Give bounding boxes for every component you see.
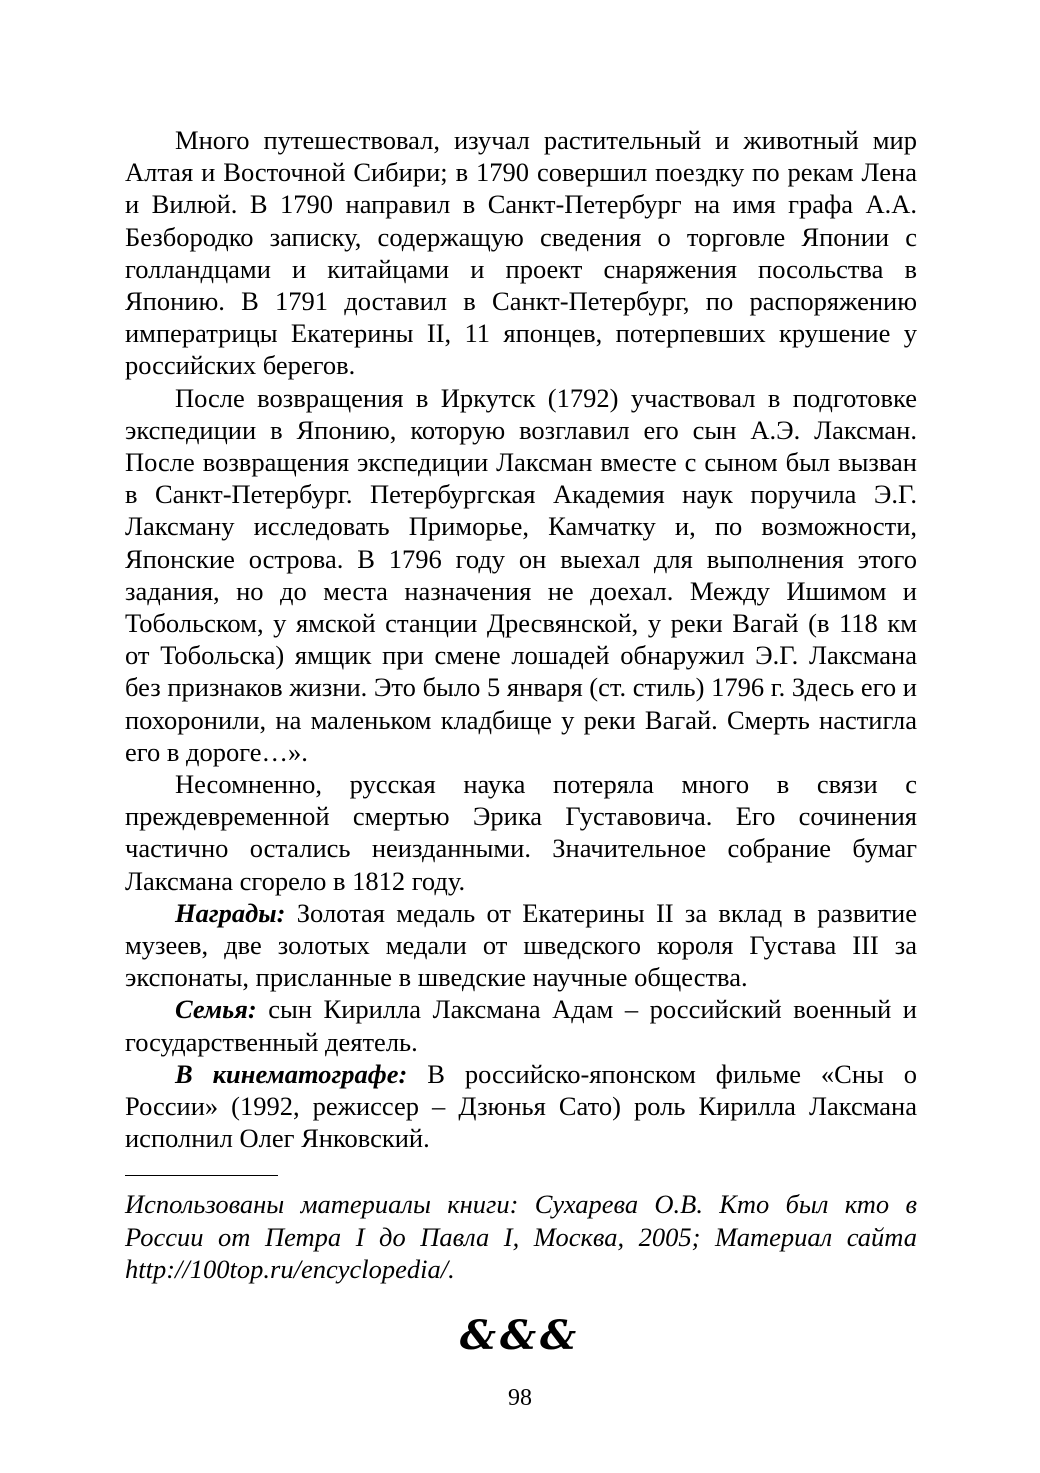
family-lead: Семья:: [175, 994, 257, 1025]
footnote-rule: [125, 1175, 278, 1176]
cinema-lead: В кинематографе:: [175, 1058, 408, 1089]
awards-lead: Награды:: [175, 897, 286, 928]
paragraph-expedition: После возвращения в Иркутск (1792) участвовал в подготовке экспедиции в Японию, которую возглавил его сын А.Э. Лаксман. После возвращения экспедиции Лаксман вместе с сыном был вызван в Санкт-Петербург. Петербургская Академия наук поручила Э.Г. Лаксману исследовать Приморье, Камчатку и, по возможности, Японские острова. В 1796 году он выехал для выполнения этого задания, но до места назначения не доехал. Между Ишимом и Тобольском, у ямской станции Дресвянской, у реки Вагай (в 118 км от Тобольска) ямщик при смене лошадей обнаружил Э.Г. Лаксмана без признаков жизни. Это было 5 января (ст. стиль) 1796 г. Здесь его и похоронили, на маленьком кладбище у реки Вагай. Смерть настигла его в дороге…».: [125, 382, 917, 767]
paragraph-awards: Награды: Золотая медаль от Екатерины II за вклад в развитие музеев, две золотых медали от шведского короля Густава III за экспонаты, присланные в шведские научные общества.: [125, 897, 917, 993]
page-number: 98: [508, 1385, 532, 1411]
body-text: [125, 124, 917, 1155]
ornament-divider: &&&: [459, 1312, 581, 1359]
paragraph-legacy: Несомненно, русская наука потеряла много в связи с преждевременной смертью Эрика Густавовича. Его сочинения частично остались неизданными. Значительное собрание бумаг Лаксмана сгорело в 1812 году.: [125, 769, 917, 896]
paragraph-cinema: В кинематографе: В российско-японском фильме «Сны о России» (1992, режиссер – Дзюнья Сато) роль Кирилла Лаксмана исполнил Олег Янковский.: [125, 1058, 917, 1154]
paragraph-family: Семья: сын Кирилла Лаксмана Адам – российский военный и государственный деятель.: [125, 994, 917, 1057]
paragraph-travels: Много путешествовал, изучал растительный и животный мир Алтая и Восточной Сибири; в 1790 совершил поездку по рекам Лена и Вилюй. В 1790 направил в Санкт-Петербург на имя графа А.А. Безбородко записку, содержащую сведения о торговле Японии с голландцами и китайцами и проект снаряжения посольства в Японию. В 1791 доставил в Санкт-Петербург, по распоряжению императрицы Екатерины II, 11 японцев, потерпевших крушение у российских берегов.: [125, 125, 917, 381]
source-note: Использованы материалы книги: Сухарева О.В. Кто был кто в России от Петра I до Павла I, Москва, 2005; Материал сайта http://100top.ru/encyclopedia/.: [125, 1189, 917, 1284]
